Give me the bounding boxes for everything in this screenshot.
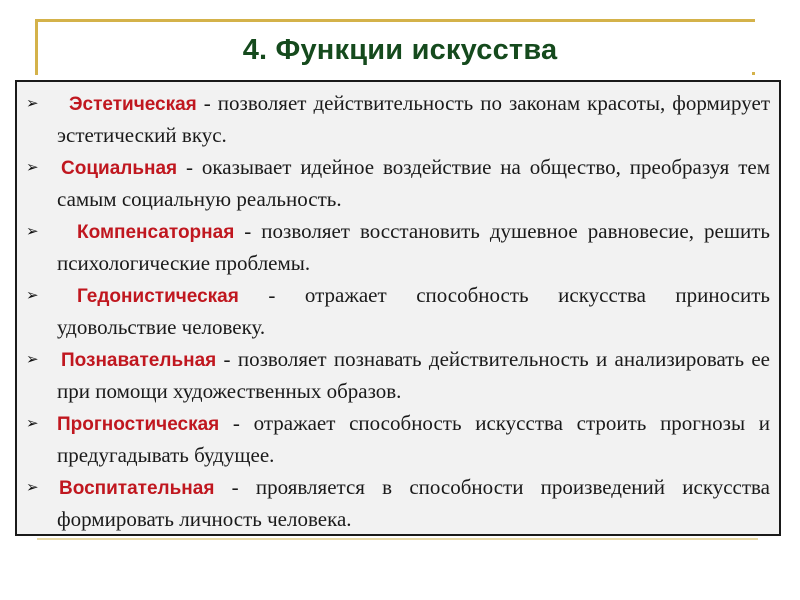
list-item — [17, 280, 779, 340]
function-term: Воспитательная — [59, 478, 215, 499]
function-term: Гедонистическая — [77, 286, 239, 307]
list-item — [17, 408, 779, 468]
functions-box — [15, 80, 781, 536]
function-description: - проявляется в способности произведений искусства формировать личность человека. — [57, 475, 770, 531]
arrowhead-bullet-icon: ➢ — [26, 94, 39, 112]
function-description: - оказывает идейное воздействие на общество, преобразуя тем самым социальную реальность. — [57, 155, 770, 211]
arrowhead-bullet-icon: ➢ — [26, 414, 39, 432]
function-term: Эстетическая — [69, 94, 197, 115]
arrowhead-bullet-icon: ➢ — [26, 286, 39, 304]
function-term: Познавательная — [61, 350, 217, 371]
function-description: - отражает способность искусства строить прогнозы и предугадывать будущее. — [57, 411, 770, 467]
function-term: Прогностическая — [57, 414, 220, 435]
list-item — [17, 216, 779, 276]
slide-title: 4. Функции искусства — [242, 34, 558, 66]
function-term: Компенсаторная — [77, 222, 235, 243]
function-description: - отражает способность искусства приносить удовольствие человеку. — [57, 283, 770, 339]
decorative-underline — [37, 538, 758, 540]
arrowhead-bullet-icon: ➢ — [26, 222, 39, 240]
arrowhead-bullet-icon: ➢ — [26, 478, 39, 496]
decorative-frame-top — [35, 19, 755, 22]
function-term: Социальная — [61, 158, 178, 179]
function-description: - позволяет познавать действительность и анализировать ее при помощи художественных образов. — [57, 347, 770, 403]
list-item — [17, 472, 779, 532]
list-item — [17, 88, 779, 148]
decorative-frame-tick — [752, 72, 755, 75]
arrowhead-bullet-icon: ➢ — [26, 158, 39, 176]
functions-list — [17, 88, 779, 536]
function-description: - позволяет действительность по законам красоты, формирует эстетический вкус. — [57, 91, 770, 147]
function-description: - позволяет восстановить душевное равновесие, решить психологические проблемы. — [57, 219, 770, 275]
list-item — [17, 344, 779, 404]
arrowhead-bullet-icon: ➢ — [26, 350, 39, 368]
list-item — [17, 152, 779, 212]
